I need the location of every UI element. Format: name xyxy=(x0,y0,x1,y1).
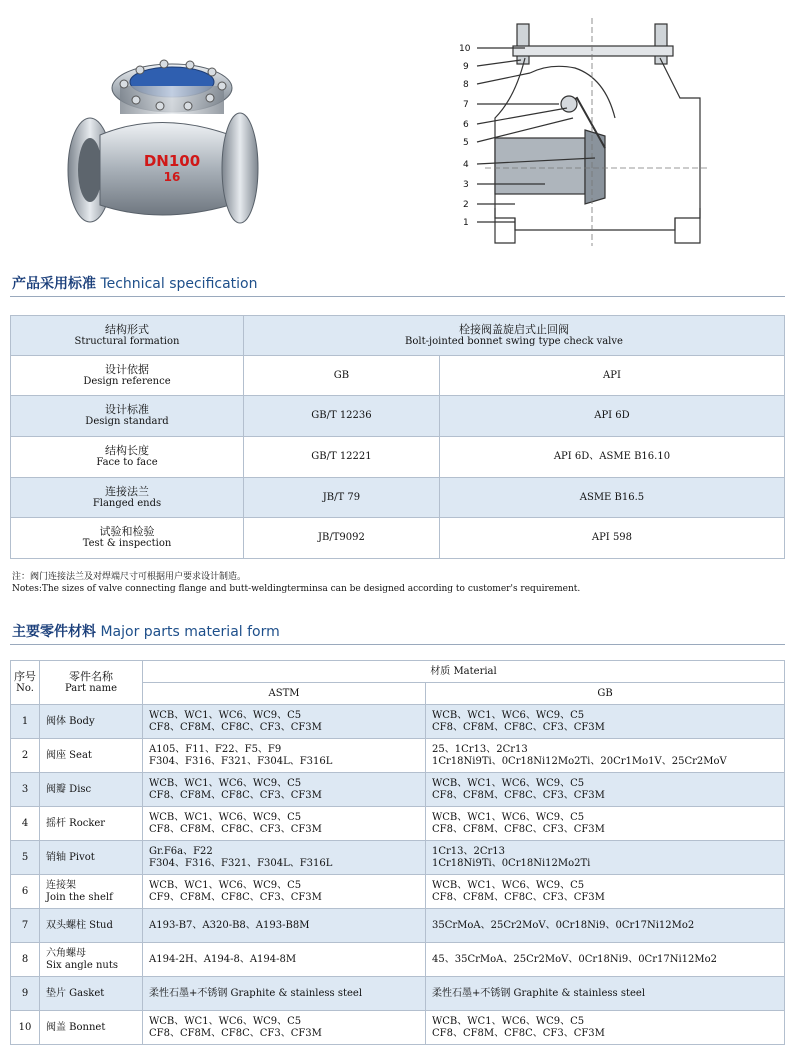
note-zh: 注：阀门连接法兰及对焊端尺寸可根据用户要求设计制造。 xyxy=(12,572,247,582)
spec-row-flanged-ends: 连接法兰 Flanged ends JB/T 79 ASME B16.5 xyxy=(11,478,785,518)
callout-2: 2 xyxy=(463,200,469,210)
callout-7: 7 xyxy=(463,100,469,110)
spec-notes xyxy=(12,571,580,595)
callout-5: 5 xyxy=(463,138,469,148)
spec-row-test-inspection: 试验和检验 Test & inspection JB/T9092 API 598 xyxy=(11,518,785,559)
note-en: Notes:The sizes of valve connecting flange and butt-weldingterminsa can be designed according to customer's requirement. xyxy=(12,584,581,594)
table-row: 8 六角螺母 Six angle nuts A194-2H、A194-8、A194-8M 45、35CrMoA、25Cr2MoV、0Cr18Ni9、0Cr17Ni12Mo2 xyxy=(11,943,785,977)
spec-row-design-reference: 设计依据 Design reference GB API xyxy=(11,356,785,396)
table-row: 7 双头螺柱 Stud A193-B7、A320-B8、A193-B8M 35CrMoA、25Cr2MoV、0Cr18Ni9、0Cr17Ni12Mo2 xyxy=(11,909,785,943)
valve-size-label: DN100 xyxy=(143,152,201,170)
material-divider xyxy=(10,644,785,645)
material-header-row: 序号 No. 零件名称 Part name 材质 Material xyxy=(11,661,785,683)
spec-title-en: Technical specification xyxy=(100,276,258,292)
gb-header: GB xyxy=(426,683,785,705)
table-row: 4 摇杆 Rocker WCB、WC1、WC6、WC9、C5 CF8、CF8M、CF8C、CF3、CF3M WCB、WC1、WC6、WC9、C5 CF8、CF8M、CF8C、CF3、CF3M xyxy=(11,807,785,841)
spec-section-title xyxy=(12,273,257,293)
callout-1: 1 xyxy=(463,218,469,228)
valve-pressure-label: 16 xyxy=(163,170,181,184)
material-title-en: Major parts material form xyxy=(100,624,280,640)
spec-row-face-to-face: 结构长度 Face to face GB/T 12221 API 6D、ASME B16.10 xyxy=(11,437,785,478)
spec-divider xyxy=(10,296,785,297)
spec-row-structure: 结构形式 Structural formation 栓接阀盖旋启式止回阀 Bolt-jointed bonnet swing type check valve xyxy=(11,316,785,356)
callout-10: 10 xyxy=(459,44,471,54)
astm-header: ASTM xyxy=(143,683,426,705)
table-row: 9 垫片 Gasket 柔性石墨+不锈钢 Graphite & stainless steel 柔性石墨+不锈钢 Graphite & stainless steel xyxy=(11,977,785,1011)
callout-3: 3 xyxy=(463,180,469,190)
valve-section-diagram xyxy=(455,18,715,248)
table-row: 10 阀盖 Bonnet WCB、WC1、WC6、WC9、C5 CF8、CF8M、CF8C、CF3、CF3M WCB、WC1、WC6、WC9、C5 CF8、CF8M、CF8C、CF3、CF3M xyxy=(11,1011,785,1045)
material-table xyxy=(10,660,785,1045)
callout-6: 6 xyxy=(463,120,469,130)
table-row: 2 阀座 Seat A105、F11、F22、F5、F9 F304、F316、F321、F304L、F316L 25、1Cr13、2Cr13 1Cr18Ni9Ti、0Cr18Ni12Mo2Ti、20Cr1Mo1V、25Cr2MoV xyxy=(11,739,785,773)
callout-8: 8 xyxy=(463,80,469,90)
material-header: 材质 Material xyxy=(143,661,785,683)
valve-photo xyxy=(60,40,270,230)
material-section-title xyxy=(12,621,280,641)
table-row: 1 阀体 Body WCB、WC1、WC6、WC9、C5 CF8、CF8M、CF8C、CF3、CF3M WCB、WC1、WC6、WC9、C5 CF8、CF8M、CF8C、CF3、CF3M xyxy=(11,705,785,739)
spec-title-zh: 产品采用标准 xyxy=(12,276,96,292)
table-row: 5 销轴 Pivot Gr.F6a、F22 F304、F316、F321、F304L、F316L 1Cr13、2Cr13 1Cr18Ni9Ti、0Cr18Ni12Mo2Ti xyxy=(11,841,785,875)
callout-9: 9 xyxy=(463,62,469,72)
material-title-zh: 主要零件材料 xyxy=(12,624,96,640)
callout-4: 4 xyxy=(463,160,469,170)
table-row: 6 连接架 Join the shelf WCB、WC1、WC6、WC9、C5 CF9、CF8M、CF8C、CF3、CF3M WCB、WC1、WC6、WC9、C5 CF8、CF8M、CF8C、CF3、CF3M xyxy=(11,875,785,909)
spec-table xyxy=(10,315,785,559)
spec-row-design-standard: 设计标准 Design standard GB/T 12236 API 6D xyxy=(11,396,785,437)
table-row: 3 阀瓣 Disc WCB、WC1、WC6、WC9、C5 CF8、CF8M、CF8C、CF3、CF3M WCB、WC1、WC6、WC9、C5 CF8、CF8M、CF8C、CF3、CF3M xyxy=(11,773,785,807)
